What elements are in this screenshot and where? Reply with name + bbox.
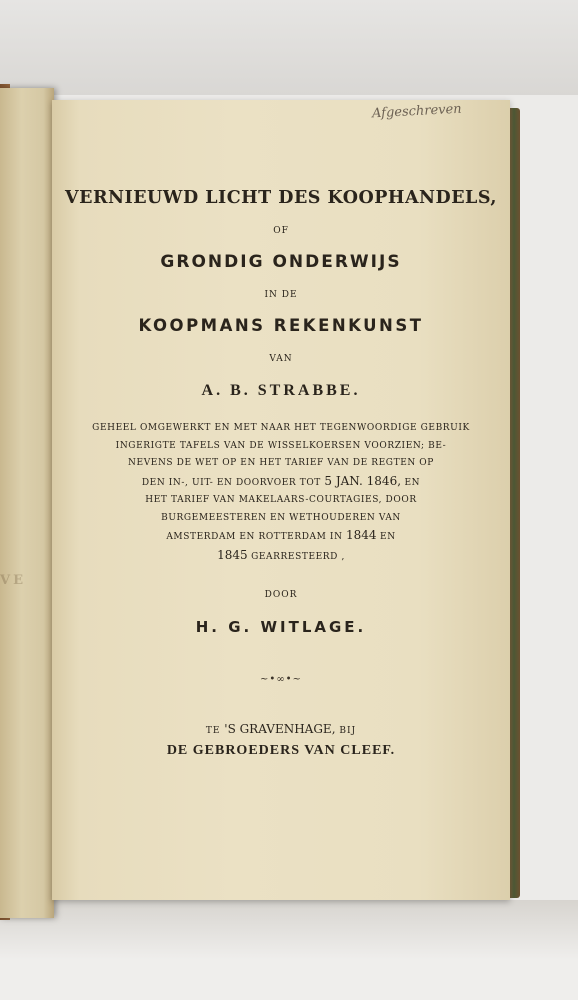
description-line: [82, 547, 480, 567]
connector-in-de: IN DE: [264, 290, 298, 300]
description-line: BURGEMEESTEREN EN WETHOUDEREN VAN: [161, 512, 401, 523]
subtitle-grondig: GRONDIG ONDERWIJS: [160, 252, 402, 272]
description-line: GEHEEL OMGEWERKT EN MET NAAR HET TEGENWOORDIGE GEBRUIK: [92, 423, 470, 433]
place-suffix: BIJ: [339, 726, 357, 736]
main-title: VERNIEUWD LICHT DES KOOPHANDELS,: [65, 188, 497, 208]
description-line: INGERIGTE TAFELS VAN DE WISSELKOERSEN VOORZIEN; BE-: [115, 440, 447, 451]
description-block: [82, 420, 480, 566]
handwritten-note: Afgeschreven: [371, 101, 462, 122]
left-page-bleed-text: VE: [0, 573, 26, 588]
description-line: NEVENS DE WET OP EN HET TARIEF VAN DE REGTEN OP: [128, 458, 434, 468]
description-line: [82, 527, 480, 547]
description-line: [82, 473, 480, 493]
editor-name: H. G. WITLAGE.: [195, 618, 367, 636]
backdrop: [0, 0, 578, 95]
description-line: HET TARIEF VAN MAKELAARS-COURTAGIES, DOOR: [145, 495, 417, 505]
place-city: 'S GRAVENHAGE,: [224, 722, 336, 736]
description-date: 5 JAN. 1846,: [324, 473, 402, 488]
description-text: GEARRESTEERD ,: [247, 551, 345, 562]
subtitle-koopmans: KOOPMANS REKENKUNST: [138, 316, 424, 335]
connector-of: OF: [273, 226, 289, 236]
connector-door: DOOR: [264, 590, 298, 600]
place-prefix: TE: [205, 726, 221, 736]
description-year: 1844: [346, 528, 377, 542]
connector-van: VAN: [269, 354, 293, 364]
left-page: [0, 88, 54, 918]
imprint-place: [52, 722, 510, 736]
description-text: DEN IN-, UIT- EN DOORVOER TOT: [141, 477, 325, 488]
table-surface: [0, 900, 578, 1000]
author-name: A. B. STRABBE.: [201, 382, 361, 399]
description-text: EN: [376, 532, 396, 542]
description-text: AMSTERDAM EN ROTTERDAM IN: [166, 532, 347, 542]
description-year: 1845: [217, 547, 248, 562]
publisher-name: DE GEBROEDERS VAN CLEEF.: [166, 743, 396, 758]
description-text: EN: [401, 477, 421, 488]
ornament-rule: ~•∞•~: [260, 674, 302, 685]
title-page: [52, 100, 510, 900]
